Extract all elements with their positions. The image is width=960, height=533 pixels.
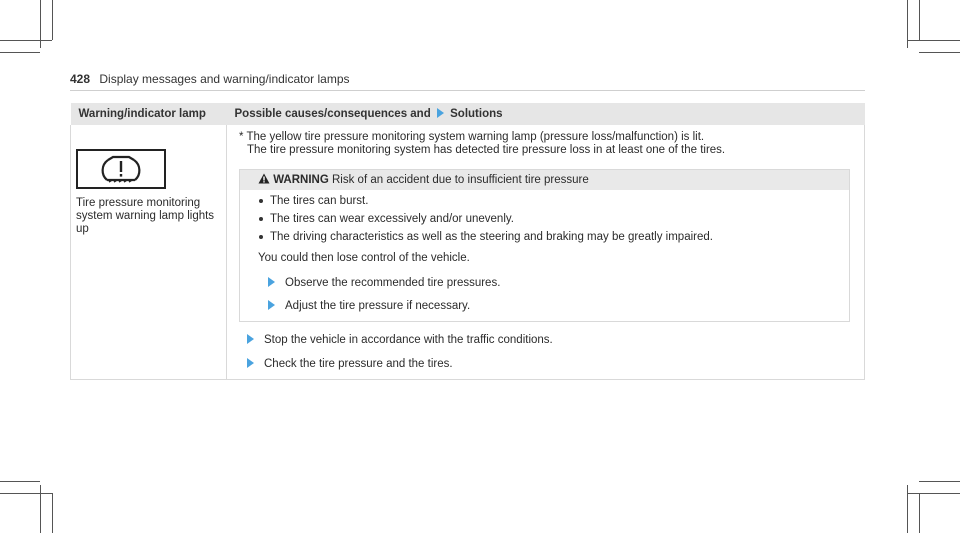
- lamp-note: [239, 131, 856, 157]
- crop-mark: [0, 40, 52, 41]
- solution-step-text: Check the tire pressure and the tires.: [264, 358, 453, 370]
- lamp-icon-frame: [76, 149, 166, 189]
- column-header-causes: [227, 103, 865, 125]
- table-header-row: [71, 103, 865, 125]
- page-title: Display messages and warning/indicator lamps: [99, 72, 350, 86]
- list-item: The tires can wear excessively and/or unevenly.: [258, 213, 839, 226]
- warning-step-text: Observe the recommended tire pressures.: [285, 277, 501, 289]
- note-marker: *: [239, 131, 244, 143]
- warning-text: Risk of an accident due to insufficient tire pressure: [332, 174, 589, 186]
- arrow-right-icon: [247, 334, 254, 344]
- solution-step-text: Stop the vehicle in accordance with the traffic conditions.: [264, 334, 553, 346]
- crop-mark: [919, 0, 920, 40]
- solution-step: [247, 334, 856, 347]
- crop-mark: [919, 493, 920, 533]
- list-item: The driving characteristics as well as the steering and braking may be greatly impaired.: [258, 231, 839, 244]
- list-item: The tires can burst.: [258, 195, 839, 208]
- arrow-right-icon: [268, 300, 275, 310]
- note-line-1: The yellow tire pressure monitoring system warning lamp (pressure loss/malfunction) is lit.: [246, 131, 705, 143]
- causes-cell: [227, 125, 865, 380]
- solution-step: [247, 358, 856, 371]
- arrow-right-icon: [247, 358, 254, 368]
- arrow-right-icon: [268, 277, 275, 287]
- lamp-description: Tire pressure monitoring system warning lamp lights up: [76, 197, 215, 235]
- lamp-cell: [71, 125, 227, 380]
- warning-box: [239, 169, 850, 322]
- warning-lamp-table: [70, 103, 865, 380]
- crop-mark: [907, 40, 960, 41]
- column-header-solutions-text: Solutions: [450, 107, 503, 120]
- crop-mark: [907, 493, 960, 494]
- crop-mark: [52, 0, 53, 40]
- crop-mark: [0, 52, 40, 53]
- warning-label: WARNING: [273, 174, 329, 186]
- crop-mark: [919, 52, 960, 53]
- crop-mark: [52, 493, 53, 533]
- warning-body: [240, 190, 849, 321]
- warning-consequence: You could then lose control of the vehicle.: [258, 252, 470, 264]
- crop-mark: [0, 481, 40, 482]
- warning-triangle-icon: [258, 173, 270, 184]
- warning-step: [268, 300, 839, 313]
- warning-step: [268, 277, 839, 290]
- warning-step-text: Adjust the tire pressure if necessary.: [285, 300, 471, 312]
- crop-mark: [0, 493, 52, 494]
- note-line-2: The tire pressure monitoring system has detected tire pressure loss in at least one of the tires.: [247, 144, 726, 156]
- table-row: [71, 125, 865, 380]
- page-number: 428: [70, 72, 91, 86]
- arrow-right-icon: [437, 108, 444, 118]
- tire-pressure-warning-icon: [78, 151, 164, 187]
- column-header-causes-text: Possible causes/consequences and: [234, 107, 431, 120]
- page-header: [70, 72, 865, 91]
- warning-bullet-list: [258, 195, 839, 244]
- crop-mark: [919, 481, 960, 482]
- column-header-lamp: Warning/indicator lamp: [71, 103, 227, 125]
- warning-header: [240, 170, 849, 190]
- solution-steps: [239, 334, 856, 371]
